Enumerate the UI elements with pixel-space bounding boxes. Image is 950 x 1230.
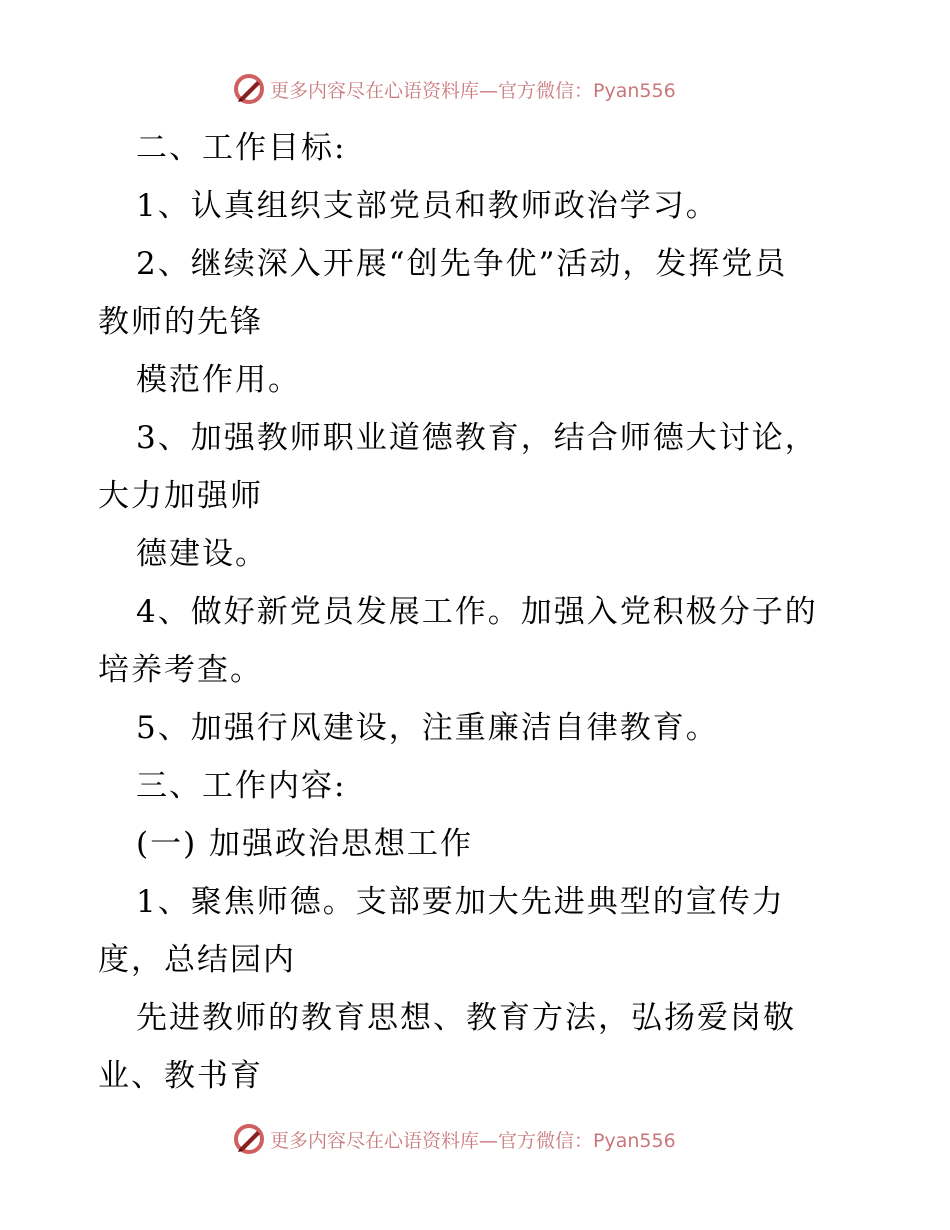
- section-heading-content: 三、工作内容:: [136, 768, 347, 804]
- watermark-text: 更多内容尽在心语资料库—官方微信：Pyan556: [270, 79, 676, 102]
- paragraph-line: 德建设。: [136, 536, 268, 572]
- section-heading-goals: 二、工作目标:: [136, 130, 347, 166]
- paragraph-line: 3、加强教师职业道德教育，结合师德大讨论，: [136, 420, 818, 456]
- paragraph-line: 度，总结园内: [98, 942, 296, 978]
- paragraph-line: 大力加强师: [98, 478, 263, 514]
- paragraph-line: 1、认真组织支部党员和教师政治学习。: [136, 188, 719, 224]
- paragraph-line: 5、加强行风建设，注重廉洁自律教育。: [136, 710, 719, 746]
- watermark-text: 更多内容尽在心语资料库—官方微信：Pyan556: [270, 1129, 676, 1152]
- subsection-heading: (一) 加强政治思想工作: [136, 826, 474, 862]
- paragraph-line: 培养考查。: [98, 652, 263, 688]
- header-watermark-banner: [232, 72, 676, 106]
- paragraph-line: 先进教师的教育思想、教育方法，弘扬爱岗敬: [136, 1000, 796, 1036]
- red-pen-seal-logo-icon: [232, 1122, 266, 1156]
- footer-watermark-banner: [232, 1122, 676, 1156]
- paragraph-line: 4、做好新党员发展工作。加强入党积极分子的: [136, 594, 818, 630]
- paragraph-line: 1、聚焦师德。支部要加大先进典型的宣传力: [136, 884, 785, 920]
- paragraph-line: 教师的先锋: [98, 304, 263, 340]
- paragraph-line: 2、继续深入开展“创先争优”活动，发挥党员: [136, 246, 788, 282]
- paragraph-line: 业、教书育: [98, 1058, 263, 1094]
- paragraph-line: 模范作用。: [136, 362, 301, 398]
- red-pen-seal-logo-icon: [232, 72, 266, 106]
